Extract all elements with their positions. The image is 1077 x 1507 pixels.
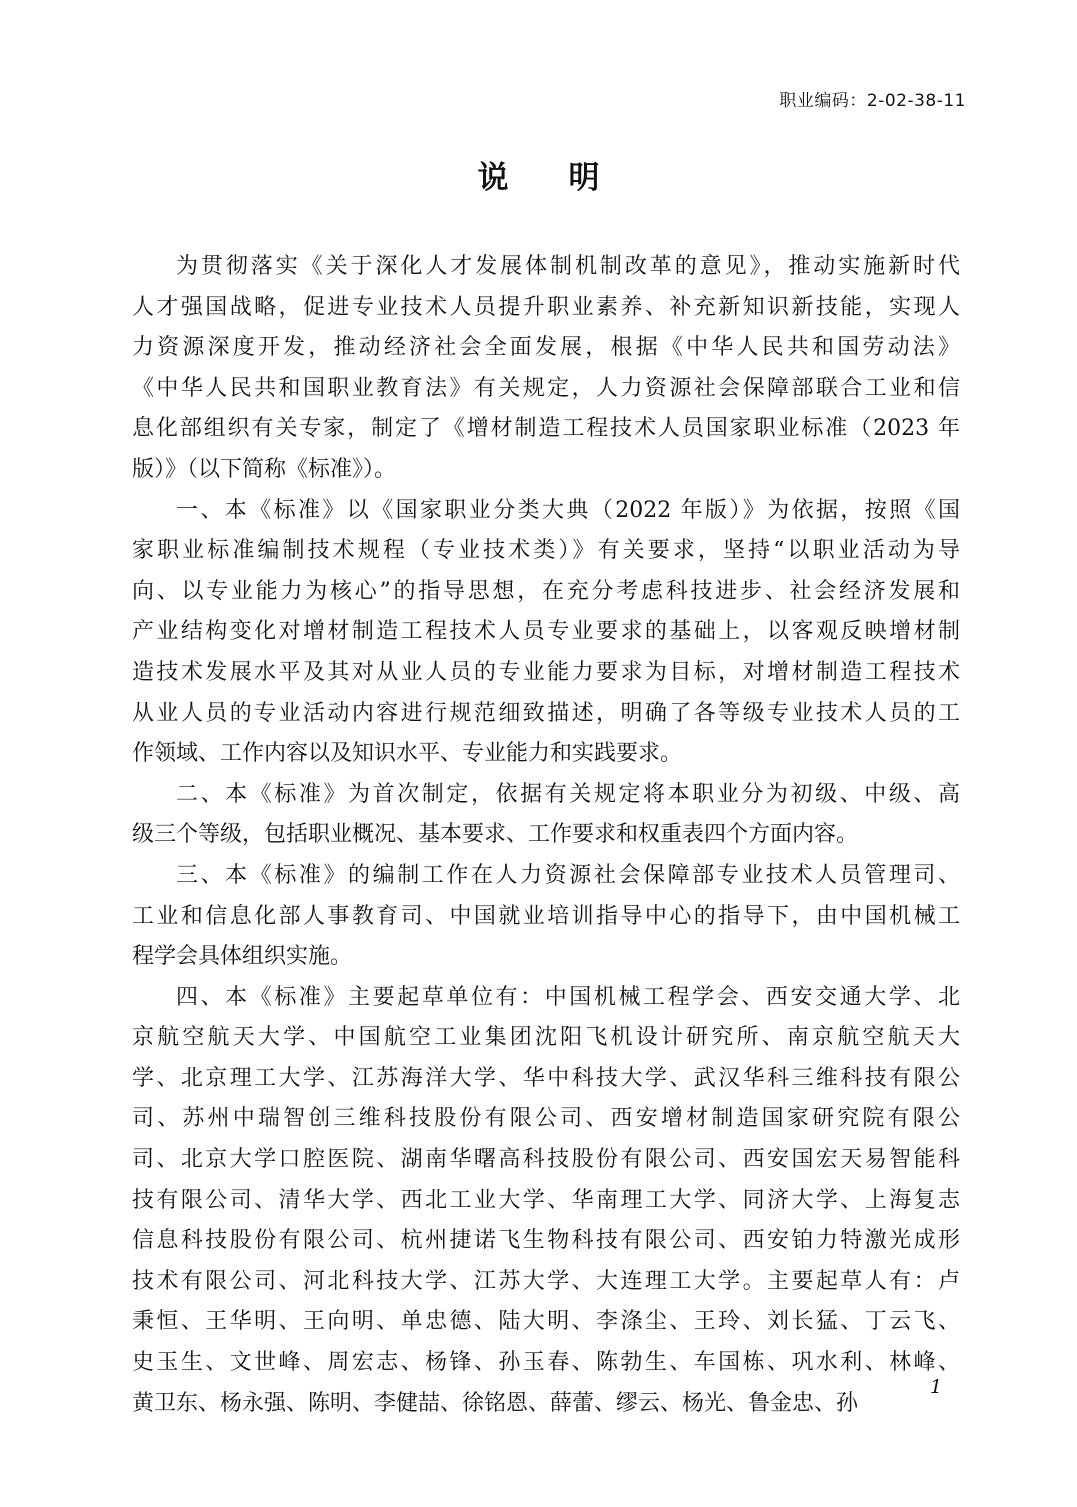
text-line: 司、苏州中瑞智创三维科技股份有限公司、西安增材制造国家研究院有限公 — [132, 1106, 960, 1132]
text-line: 学、北京理工大学、江苏海洋大学、华中科技大学、武汉华科三维科技有限公 — [132, 1065, 960, 1091]
text-line: 家职业标准编制技术规程（专业技术类）》有关要求，坚持“以职业活动为导 — [132, 538, 960, 564]
text-line: 人才强国战略，促进专业技术人员提升职业素养、补充新知识新技能，实现人 — [132, 294, 960, 320]
text-line: 工业和信息化部人事教育司、中国就业培训指导中心的指导下，由中国机械工 — [132, 903, 960, 929]
text-line: 级三个等级，包括职业概况、基本要求、工作要求和权重表四个方面内容。 — [132, 822, 859, 848]
text-line: 三、本《标准》的编制工作在人力资源社会保障部专业技术人员管理司、 — [176, 862, 960, 888]
page-title: 说明 — [477, 160, 660, 196]
occupation-code: 职业编码：2-02-38-11 — [779, 91, 966, 111]
text-line: 秉恒、王华明、王向明、单忠德、陆大明、李涤尘、王玲、刘长猛、丁云飞、 — [132, 1309, 960, 1335]
text-line: 信息科技股份有限公司、杭州捷诺飞生物科技有限公司、西安铂力特激光成形 — [132, 1228, 960, 1254]
paragraph — [132, 247, 960, 491]
paragraph — [132, 775, 960, 856]
text-line: 版）》（以下简称《标准》）。 — [132, 456, 397, 482]
text-line: 向、以专业能力为核心”的指导思想，在充分考虑科技进步、社会经济发展和 — [132, 578, 960, 604]
text-line: 力资源深度开发，推动经济社会全面发展，根据《中华人民共和国劳动法》 — [132, 335, 960, 361]
text-line: 一、本《标准》以《国家职业分类大典（2022 年版）》为依据，按照《国 — [176, 497, 960, 523]
paragraph — [132, 856, 960, 978]
text-line: 造技术发展水平及其对从业人员的专业能力要求为目标，对增材制造工程技术 — [132, 659, 960, 685]
paragraph — [132, 491, 960, 775]
text-line: 技有限公司、清华大学、西北工业大学、华南理工大学、同济大学、上海复志 — [132, 1187, 960, 1213]
page-number: 1 — [930, 1376, 943, 1398]
text-line: 《中华人民共和国职业教育法》有关规定，人力资源社会保障部联合工业和信 — [132, 375, 960, 401]
text-line: 史玉生、文世峰、周宏志、杨锋、孙玉春、陈勃生、车国栋、巩水利、林峰、 — [132, 1350, 960, 1376]
text-line: 产业结构变化对增材制造工程技术人员专业要求的基础上，以客观反映增材制 — [132, 619, 960, 645]
text-line: 司、北京大学口腔医院、湖南华曙高科技股份有限公司、西安国宏天易智能科 — [132, 1147, 960, 1173]
text-line: 从业人员的专业活动内容进行规范细致描述，明确了各等级专业技术人员的工 — [132, 700, 960, 726]
text-line: 息化部组织有关专家，制定了《增材制造工程技术人员国家职业标准（2023 年 — [132, 416, 960, 442]
text-line: 技术有限公司、河北科技大学、江苏大学、大连理工大学。主要起草人有：卢 — [132, 1268, 960, 1294]
text-line: 程学会具体组织实施。 — [132, 944, 353, 970]
body-text — [132, 247, 960, 1424]
text-line: 京航空航天大学、中国航空工业集团沈阳飞机设计研究所、南京航空航天大 — [132, 1025, 960, 1051]
text-line: 黄卫东、杨永强、陈明、李健喆、徐铭恩、薛蕾、缪云、杨光、鲁金忠、孙 — [132, 1390, 859, 1416]
paragraph — [132, 978, 960, 1425]
text-line: 为贯彻落实《关于深化人才发展体制机制改革的意见》，推动实施新时代 — [176, 254, 960, 279]
text-line: 二、本《标准》为首次制定，依据有关规定将本职业分为初级、中级、高 — [176, 781, 960, 807]
text-line: 作领域、工作内容以及知识水平、专业能力和实践要求。 — [132, 741, 683, 767]
text-line: 四、本《标准》主要起草单位有：中国机械工程学会、西安交通大学、北 — [176, 984, 960, 1010]
